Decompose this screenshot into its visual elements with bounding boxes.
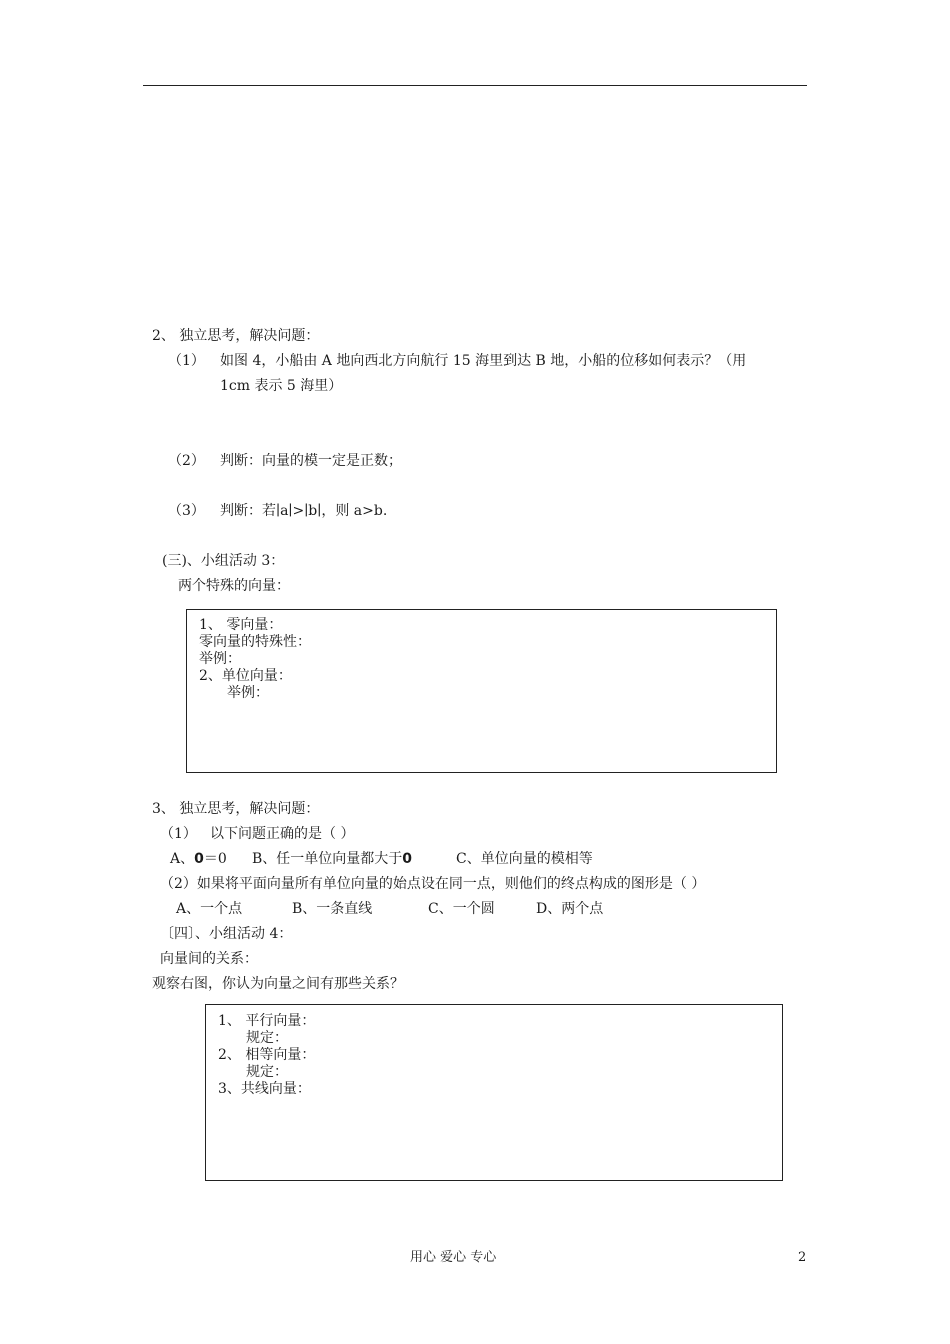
section3-heading: 3、 独立思考，解决问题： bbox=[152, 801, 320, 817]
section3-q1-number: （1） bbox=[160, 826, 197, 842]
equal-vectors-label: 2、 相等向量： bbox=[218, 1047, 316, 1063]
activity3-heading: (三)、小组活动 3： bbox=[162, 553, 285, 569]
equal-vectors-rule: 规定： bbox=[246, 1064, 288, 1080]
section3-q1-option-b bbox=[252, 850, 412, 868]
header-rule bbox=[143, 85, 807, 86]
section2-q3-number: （3） bbox=[168, 503, 205, 519]
page-number: 2 bbox=[798, 1250, 807, 1265]
section3-q2-option-a: A、一个点 bbox=[176, 901, 243, 917]
section2-q3-text: 判断：若∣a∣>∣b∣，则 a>b. bbox=[220, 503, 388, 519]
section2-q2-text: 判断：向量的模一定是正数； bbox=[220, 453, 402, 469]
section3-q1-option-c: C、单位向量的模相等 bbox=[456, 851, 593, 867]
vector-relations-box bbox=[205, 1004, 783, 1181]
zero-vector-symbol: 0 bbox=[194, 851, 204, 867]
activity3-subheading: 两个特殊的向量： bbox=[178, 578, 290, 594]
special-vectors-box bbox=[186, 609, 777, 773]
option-a-prefix: A、 bbox=[170, 851, 195, 867]
parallel-vectors-label: 1、 平行向量： bbox=[218, 1013, 316, 1029]
zero-vector-property: 零向量的特殊性： bbox=[199, 634, 311, 650]
section3-q2-option-c: C、一个圆 bbox=[428, 901, 495, 917]
unit-vector-example: 举例： bbox=[227, 685, 269, 701]
section2-heading: 2、 独立思考，解决问题： bbox=[152, 328, 320, 344]
footer-motto: 用心 爱心 专心 bbox=[410, 1250, 497, 1265]
section2-q1-line1: 如图 4，小船由 A 地向西北方向航行 15 海里到达 B 地，小船的位移如何表示？（用 bbox=[220, 353, 747, 369]
section3-q1-option-a bbox=[170, 850, 227, 868]
section2-q1-line2: 1cm 表示 5 海里） bbox=[220, 378, 343, 394]
option-a-suffix: ＝0 bbox=[203, 851, 227, 867]
zero-vector-example: 举例： bbox=[199, 651, 241, 667]
section3-q1-text: 以下问题正确的是（ ） bbox=[210, 826, 355, 842]
section3-q2-option-b: B、一条直线 bbox=[292, 901, 373, 917]
option-b-text: B、任一单位向量都大于 bbox=[252, 851, 403, 867]
section2-q1-number: （1） bbox=[168, 353, 205, 369]
collinear-vectors-label: 3、共线向量： bbox=[218, 1081, 311, 1097]
section2-q2-number: （2） bbox=[168, 453, 205, 469]
zero-vector-label: 1、 零向量： bbox=[199, 617, 283, 633]
activity4-subheading: 向量间的关系： bbox=[160, 951, 258, 967]
section3-q2-text: （2）如果将平面向量所有单位向量的始点设在同一点，则他们的终点构成的图形是（ ） bbox=[160, 876, 706, 892]
unit-vector-label: 2、单位向量： bbox=[199, 668, 292, 684]
activity4-prompt: 观察右图，你认为向量之间有那些关系？ bbox=[152, 976, 404, 992]
section3-q2-option-d: D、两个点 bbox=[536, 901, 604, 917]
activity4-heading: 〔四〕、小组活动 4： bbox=[160, 926, 293, 942]
zero-vector-symbol: 0 bbox=[402, 851, 413, 867]
parallel-vectors-rule: 规定： bbox=[246, 1030, 288, 1046]
